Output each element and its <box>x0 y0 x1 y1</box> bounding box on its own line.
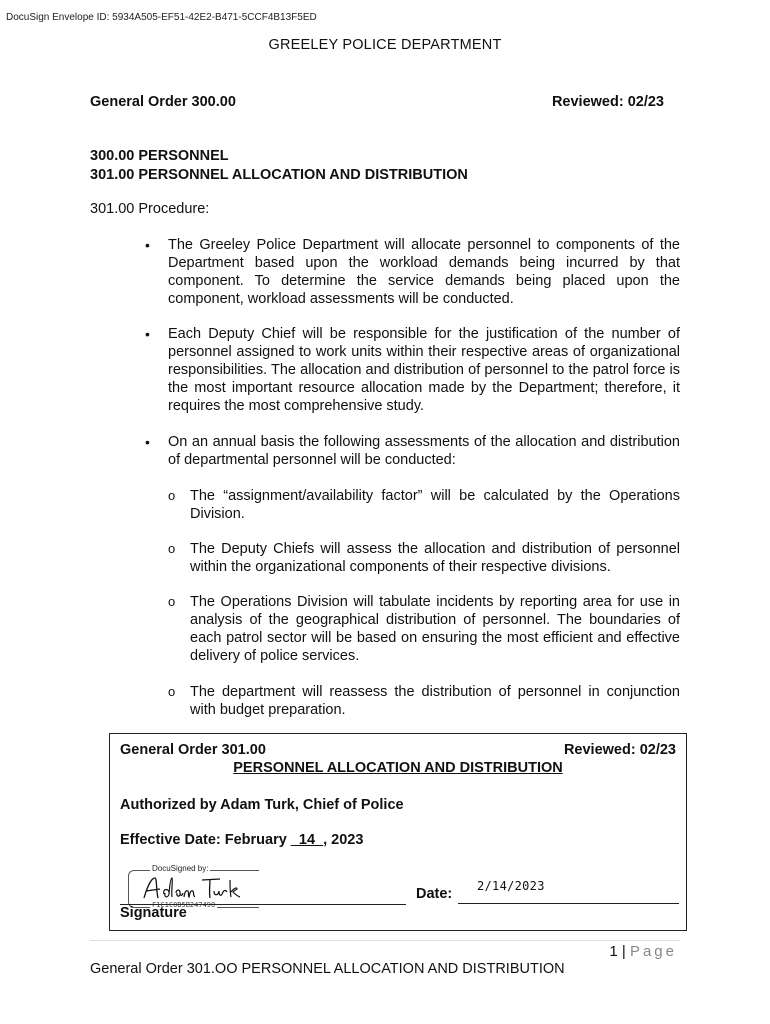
signed-date-value[interactable]: 2/14/2023 <box>477 879 545 893</box>
signature-label: Signature <box>120 905 187 921</box>
sub-bullet-text: The Operations Division will tabulate incidents by reporting area for use in analysis of the geographical distribution of personnel. The boundaries of each patrol sector will be based on ensuring the most efficient and effective delivery of police services. <box>190 594 680 664</box>
effective-date-day: _14_ <box>290 832 324 848</box>
docusign-envelope-id: DocuSign Envelope ID: 5934A505-EF51-42E2-B471-5CCF4B13F5ED <box>6 12 317 23</box>
sub-bullet-text: The Deputy Chiefs will assess the allocation and distribution of personnel within the organizational components of their respective divisions. <box>190 541 680 575</box>
docusign-signer-id: F1C1C0B5B247490 <box>152 901 216 909</box>
bullet-text: Each Deputy Chief will be responsible for the justification of the number of personnel assigned to work units within their respective areas of organizational responsibilities. The allocation and distribution of personnel to the patrol force is the most important resource allocation made by the Department; therefore, it requires the most comprehensive study. <box>168 326 680 414</box>
footer-title: General Order 301.OO PERSONNEL ALLOCATION AND DISTRIBUTION <box>90 961 565 977</box>
sub-bullet-item <box>168 683 680 719</box>
bullet-icon: • <box>145 237 150 253</box>
sub-bullet-item <box>168 593 680 665</box>
circle-bullet-icon: o <box>168 594 176 609</box>
procedure-label: 301.00 Procedure: <box>90 201 210 217</box>
reviewed-date: Reviewed: 02/23 <box>551 94 664 110</box>
bullet-item <box>145 433 680 469</box>
authorized-by: Authorized by Adam Turk, Chief of Police <box>120 797 404 813</box>
section-headings <box>90 147 468 185</box>
circle-bullet-icon: o <box>168 684 176 699</box>
signature-area[interactable] <box>120 862 420 922</box>
page-word: Page <box>629 943 677 960</box>
effective-date-suffix: , 2023 <box>323 832 364 848</box>
general-order-header <box>90 94 664 110</box>
sub-bullet-item <box>168 487 680 523</box>
heading-personnel: 300.00 PERSONNEL <box>90 148 229 164</box>
sub-bullet-text: The department will reassess the distribution of personnel in conjunction with budget preparation. <box>190 684 680 718</box>
date-label: Date: <box>416 886 453 902</box>
authorization-box <box>109 733 687 931</box>
box-reviewed-date: Reviewed: 02/23 <box>563 742 676 758</box>
page-number-value: 1 <box>609 943 618 960</box>
page-separator: | <box>617 943 630 960</box>
bullet-icon: • <box>145 326 150 342</box>
page-number <box>609 943 677 960</box>
date-line <box>458 903 679 904</box>
effective-date <box>120 832 363 848</box>
box-general-order: General Order 301.00 <box>120 742 266 758</box>
bullet-item <box>145 325 680 415</box>
box-title: PERSONNEL ALLOCATION AND DISTRIBUTION <box>233 760 563 776</box>
sub-bullet-item <box>168 540 680 576</box>
footer-divider <box>90 940 680 941</box>
circle-bullet-icon: o <box>168 488 176 503</box>
bullet-icon: • <box>145 434 150 450</box>
sub-bullet-text: The “assignment/availability factor” will be calculated by the Operations Division. <box>190 488 680 522</box>
department-name: GREELEY POLICE DEPARTMENT <box>268 37 502 53</box>
circle-bullet-icon: o <box>168 541 176 556</box>
bullet-text: On an annual basis the following assessments of the allocation and distribution of departmental personnel will be conducted: <box>168 434 680 468</box>
bullet-text: The Greeley Police Department will allocate personnel to components of the Department based upon the workload demands being incurred by that component. To determine the service demands being placed upon the component, workload assessments will be conducted. <box>168 237 680 307</box>
bullet-item <box>145 236 680 308</box>
general-order-number: General Order 300.00 <box>90 94 236 110</box>
heading-allocation: 301.00 PERSONNEL ALLOCATION AND DISTRIBUTION <box>90 167 468 183</box>
handwritten-signature-icon <box>138 874 248 904</box>
docusigned-by-label: DocuSigned by: <box>152 864 209 873</box>
effective-date-prefix: Effective Date: February <box>120 832 291 848</box>
